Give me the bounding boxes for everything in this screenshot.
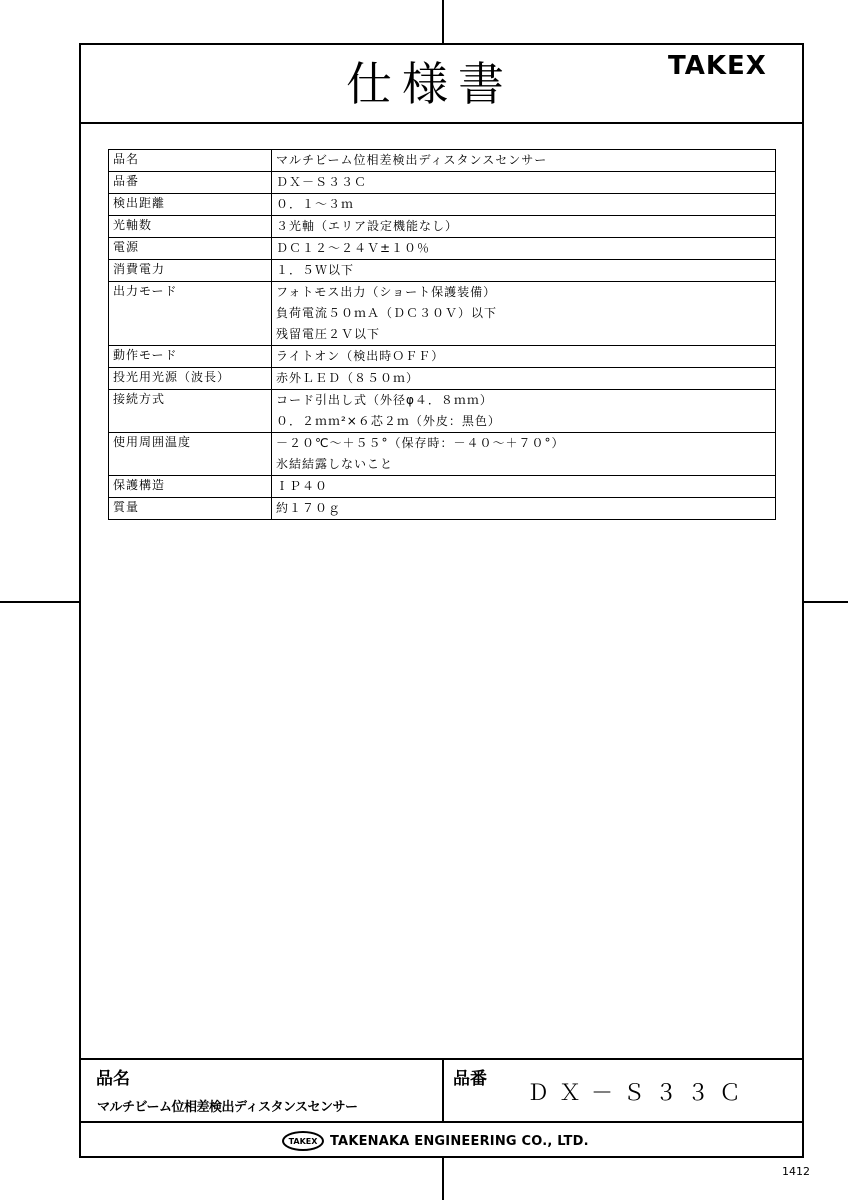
top-crop-mark xyxy=(442,0,444,43)
spec-value-line: ０．１～３ｍ xyxy=(276,197,355,211)
spec-value-line: ＩＰ４０ xyxy=(276,479,329,493)
spec-value-line: ライトオン（検出時ＯＦＦ） xyxy=(276,349,445,363)
footer-column-divider xyxy=(442,1058,444,1121)
spec-value-line: 氷結結露しないこと xyxy=(276,457,394,471)
spec-value-line: ３光軸（エリア設定機能なし） xyxy=(276,219,459,233)
spec-value xyxy=(272,172,776,194)
document-title: 仕様書 xyxy=(346,57,514,111)
spec-row xyxy=(109,150,776,172)
spec-value-line: ＤＣ１２～２４Ｖ±１０％ xyxy=(276,241,431,255)
spec-value-line: ＤＸ－Ｓ３３Ｃ xyxy=(276,175,368,189)
product-number-label: 品番 xyxy=(453,1069,487,1089)
spec-value xyxy=(272,390,776,433)
bottom-crop-mark xyxy=(442,1158,444,1200)
spec-label: 投光用光源（波長） xyxy=(109,368,272,390)
spec-value xyxy=(272,260,776,282)
product-number-value: ＤＸ－Ｓ３３Ｃ xyxy=(527,1081,752,1106)
spec-value-line: 残留電圧２Ｖ以下 xyxy=(276,327,381,341)
brand-logo: TAKEX xyxy=(668,51,767,81)
takex-logo-icon: TAKEX xyxy=(282,1131,324,1151)
spec-label: 検出距離 xyxy=(109,194,272,216)
spec-row xyxy=(109,498,776,520)
spec-value xyxy=(272,282,776,346)
company-block xyxy=(282,1130,589,1152)
spec-label: 質量 xyxy=(109,498,272,520)
spec-value xyxy=(272,238,776,260)
spec-label: 接続方式 xyxy=(109,390,272,433)
spec-table xyxy=(108,149,776,520)
spec-label: 光軸数 xyxy=(109,216,272,238)
spec-value-line: 赤外ＬＥＤ（８５０ｍ） xyxy=(276,371,420,385)
spec-value xyxy=(272,476,776,498)
spec-label: 出力モード xyxy=(109,282,272,346)
spec-row xyxy=(109,282,776,346)
spec-value-line: ０．２ｍｍ²×６芯２ｍ（外皮：黒色） xyxy=(276,414,501,428)
company-name: TAKENAKA ENGINEERING CO., LTD. xyxy=(330,1133,589,1149)
spec-row xyxy=(109,238,776,260)
spec-value-line: マルチビーム位相差検出ディスタンスセンサー xyxy=(276,153,548,167)
spec-value xyxy=(272,150,776,172)
spec-label: 電源 xyxy=(109,238,272,260)
spec-row xyxy=(109,260,776,282)
spec-value xyxy=(272,216,776,238)
spec-value-line: －２０℃～＋５５°（保存時：－４０～＋７０°） xyxy=(276,436,565,450)
spec-row xyxy=(109,172,776,194)
spec-row xyxy=(109,194,776,216)
spec-label: 保護構造 xyxy=(109,476,272,498)
right-crop-mark xyxy=(804,601,848,603)
spec-value xyxy=(272,433,776,476)
footer-mid-divider xyxy=(79,1121,804,1123)
header-divider xyxy=(79,122,804,124)
spec-value-line: １．５Ｗ以下 xyxy=(276,263,355,277)
left-crop-mark xyxy=(0,601,79,603)
spec-value-line: フォトモス出力（ショート保護装備） xyxy=(276,285,497,299)
spec-row xyxy=(109,216,776,238)
spec-row xyxy=(109,433,776,476)
spec-row xyxy=(109,346,776,368)
document-number: 1412 xyxy=(782,1165,810,1178)
spec-value-line: コード引出し式（外径φ４．８ｍｍ） xyxy=(276,393,493,407)
spec-value xyxy=(272,346,776,368)
spec-label: 消費電力 xyxy=(109,260,272,282)
spec-value xyxy=(272,194,776,216)
spec-label: 品番 xyxy=(109,172,272,194)
spec-label: 品名 xyxy=(109,150,272,172)
spec-value-line: 負荷電流５０ｍＡ（ＤＣ３０Ｖ）以下 xyxy=(276,306,498,320)
spec-row xyxy=(109,368,776,390)
product-name-value: マルチビーム位相差検出ディスタンスセンサー xyxy=(97,1100,358,1115)
spec-value-line: 約１７０ｇ xyxy=(276,501,342,515)
spec-row xyxy=(109,476,776,498)
spec-label: 使用周囲温度 xyxy=(109,433,272,476)
spec-value xyxy=(272,368,776,390)
spec-label: 動作モード xyxy=(109,346,272,368)
product-name-label: 品名 xyxy=(96,1069,130,1089)
spec-row xyxy=(109,390,776,433)
spec-value xyxy=(272,498,776,520)
